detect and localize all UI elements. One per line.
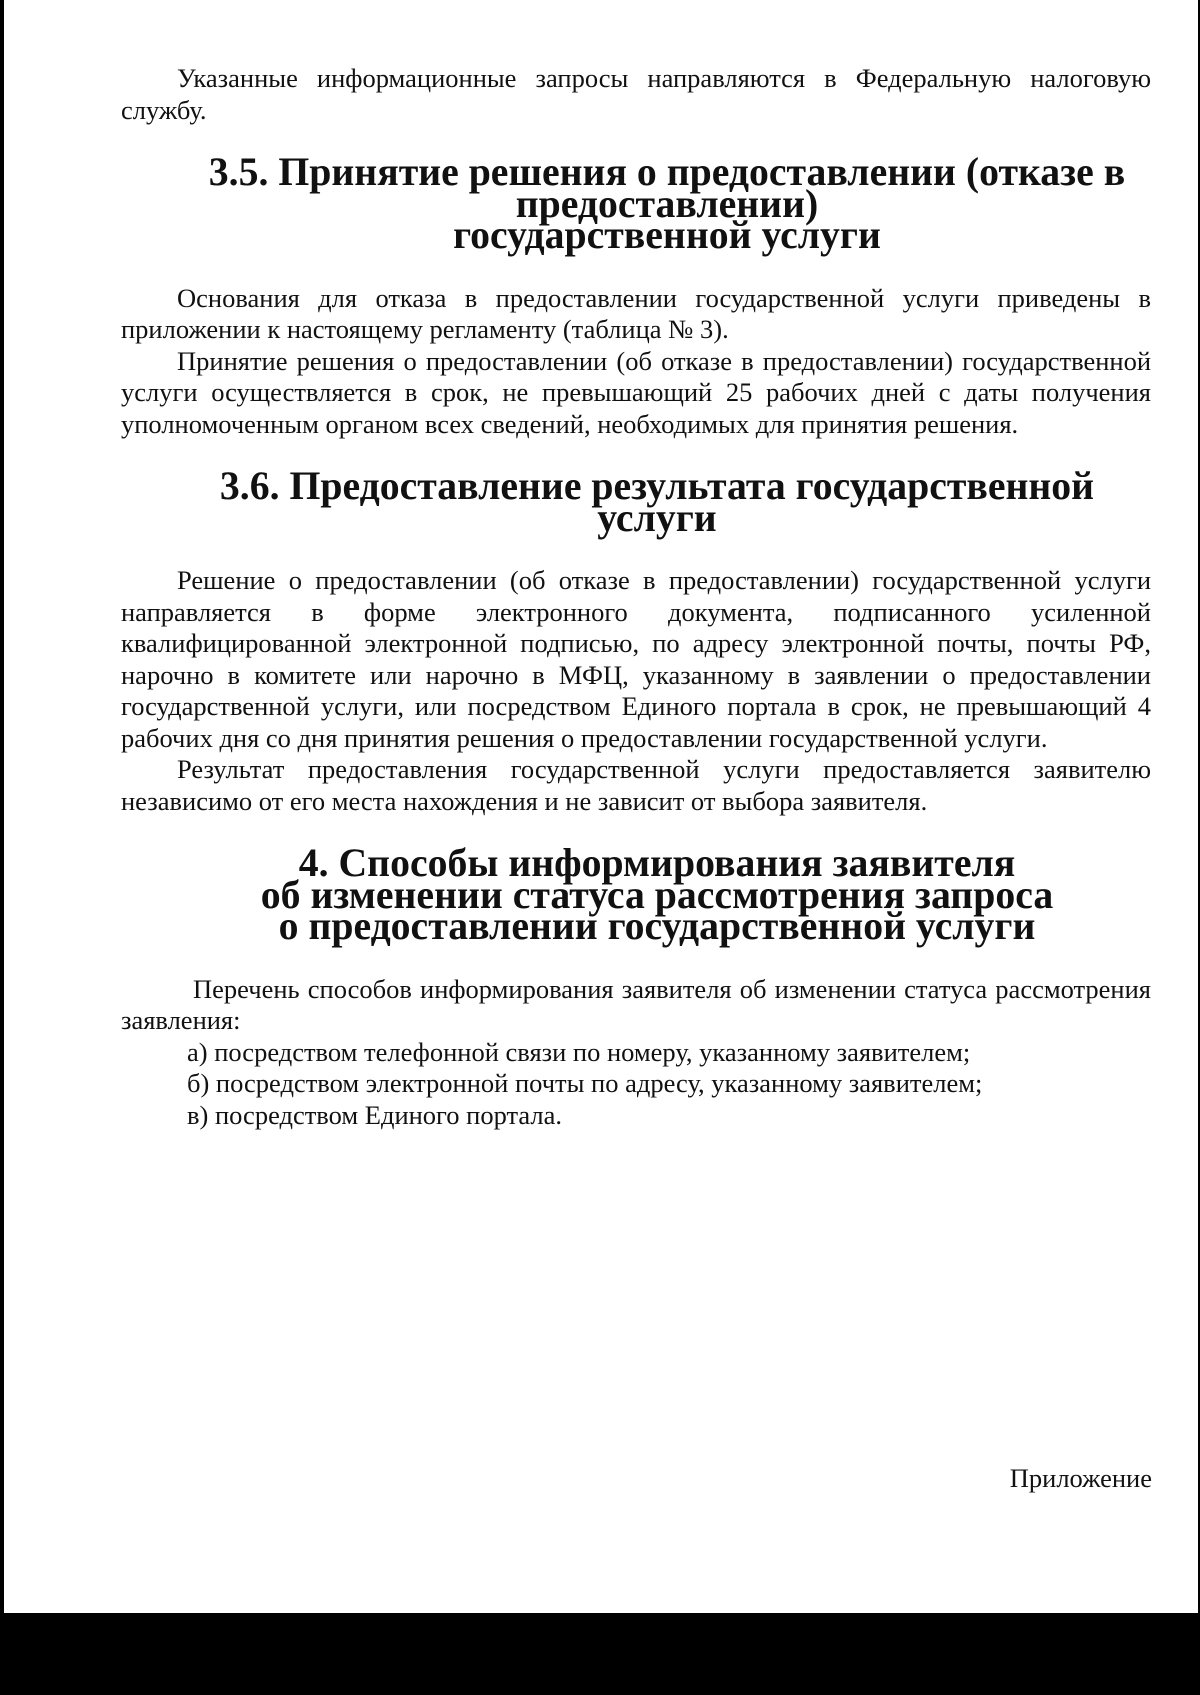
section-3-5-paragraph-1: Основания для отказа в предоставлении государственной услуги приведены в приложении к настоящему регламенту (таблица № 3). <box>121 282 1151 344</box>
scan-bottom-band <box>0 1613 1200 1695</box>
list-item: а) посредством телефонной связи по номеру, указанному заявителем; <box>187 1036 971 1067</box>
section-4-heading-line-3: о предоставлении государственной услуги <box>278 904 1036 948</box>
appendix-label: Приложение <box>1009 1463 1152 1493</box>
section-3-6-heading <box>121 464 1151 540</box>
section-4-heading-line-2: об изменении статуса рассмотрения запроса <box>260 872 1054 917</box>
section-4-heading <box>121 841 1151 948</box>
section-4-paragraph-1: Перечень способов информирования заявителя об изменении статуса рассмотрения заявления: <box>121 973 1151 1035</box>
section-3-6-heading-line: 3.6. Предоставление результата государственной услуги <box>219 464 1095 540</box>
list-item: в) посредством Единого портала. <box>187 1099 562 1130</box>
scan-left-edge <box>0 0 4 1695</box>
notification-methods-list <box>121 1037 1151 1132</box>
list-item: б) посредством электронной почты по адресу, указанному заявителем; <box>187 1068 983 1098</box>
section-4-heading-line-1: 4. Способы информирования заявителя <box>298 841 1016 885</box>
section-3-5-heading <box>121 150 1151 257</box>
section-3-6-paragraph-1: Решение о предоставлении (об отказе в предоставлении) государственной услуги направляется в форме электронного документа, подписанного усиленной квалифицированной электронной подписью, по адресу электронной почты, почты РФ, нарочно в комитете или нарочно в МФЦ, указанному в заявлении о предоставлении государственной услуги, или посредством Единого портала в срок, не превышающий 4 рабочих дня со дня принятия решения о предоставлении государственной услуги. <box>121 565 1151 753</box>
section-3-5-heading-line-2: государственной услуги <box>453 213 881 257</box>
section-3-5-heading-line-1: 3.5. Принятие решения о предоставлении (отказе в предоставлении) <box>208 150 1126 226</box>
document-page <box>121 63 1151 1131</box>
section-3-6-paragraph-2: Результат предоставления государственной услуги предоставляется заявителю независимо от его места нахождения и не зависит от выбора заявителя. <box>121 754 1151 816</box>
section-3-5-paragraph-2: Принятие решения о предоставлении (об отказе в предоставлении) государственной услуги осуществляется в срок, не превышающий 25 рабочих дней с даты получения уполномоченным органом всех сведений, необходимых для принятия решения. <box>121 345 1151 439</box>
intro-paragraph: Указанные информационные запросы направляются в Федеральную налоговую службу. <box>121 63 1151 125</box>
